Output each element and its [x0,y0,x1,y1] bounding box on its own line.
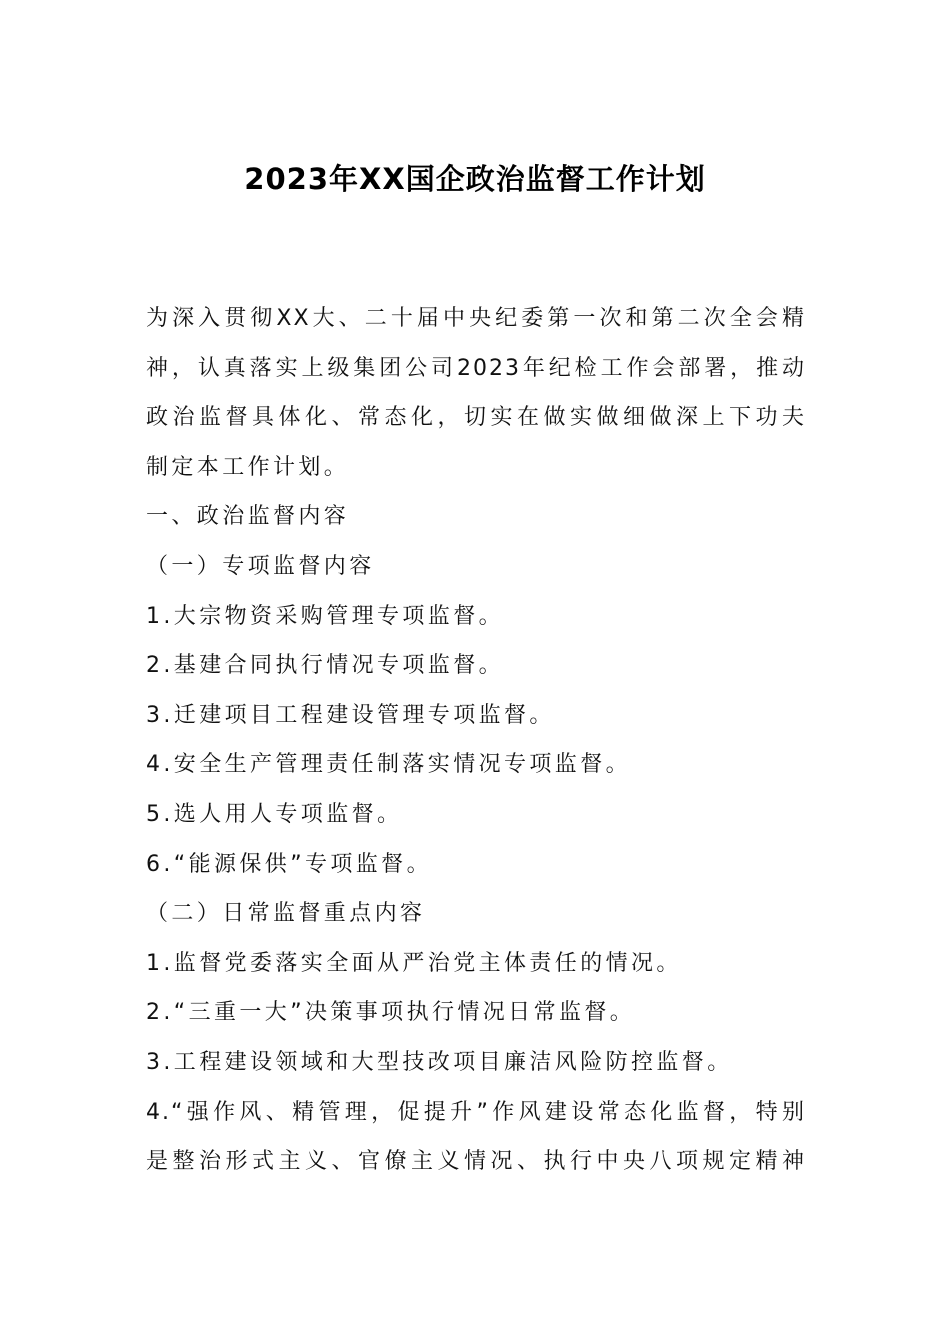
intro-line-2: 神，认真落实上级集团公司2023年纪检工作会部署，推动 [146,355,806,381]
document-body [146,294,806,1187]
subsection-heading-1: （一）专项监督内容 [146,553,375,579]
list-item: 1.监督党委落实全面从严治党主体责任的情况。 [146,950,682,976]
intro-line-3: 政治监督具体化、常态化，切实在做实做细做深上下功夫 [146,405,806,431]
intro-line-1: 为深入贯彻XX大、二十届中央纪委第一次和第二次全会精 [146,306,806,331]
list-item: 1.大宗物资采购管理专项监督。 [146,603,504,629]
list-item: 4.安全生产管理责任制落实情况专项监督。 [146,752,631,778]
list-item: 5.选人用人专项监督。 [146,801,403,827]
list-item: 2.基建合同执行情况专项监督。 [146,653,504,679]
list-item: 4.“强作风、精管理，促提升”作风建设常态化监督，特别 [146,1099,806,1125]
section-heading: 一、政治监督内容 [146,504,350,530]
list-item: 3.工程建设领域和大型技改项目廉洁风险防控监督。 [146,1049,733,1075]
list-item: 3.迁建项目工程建设管理专项监督。 [146,702,555,728]
list-item-continuation: 是整治形式主义、官僚主义情况、执行中央八项规定精神 [146,1149,806,1175]
list-item: 2.“三重一大”决策事项执行情况日常监督。 [146,1000,636,1026]
list-item: 6.“能源保供”专项监督。 [146,851,432,877]
document-title: 2023年XX国企政治监督工作计划 [244,162,706,196]
subsection-heading-2: （二）日常监督重点内容 [146,901,426,927]
intro-line-4: 制定本工作计划。 [146,454,350,480]
